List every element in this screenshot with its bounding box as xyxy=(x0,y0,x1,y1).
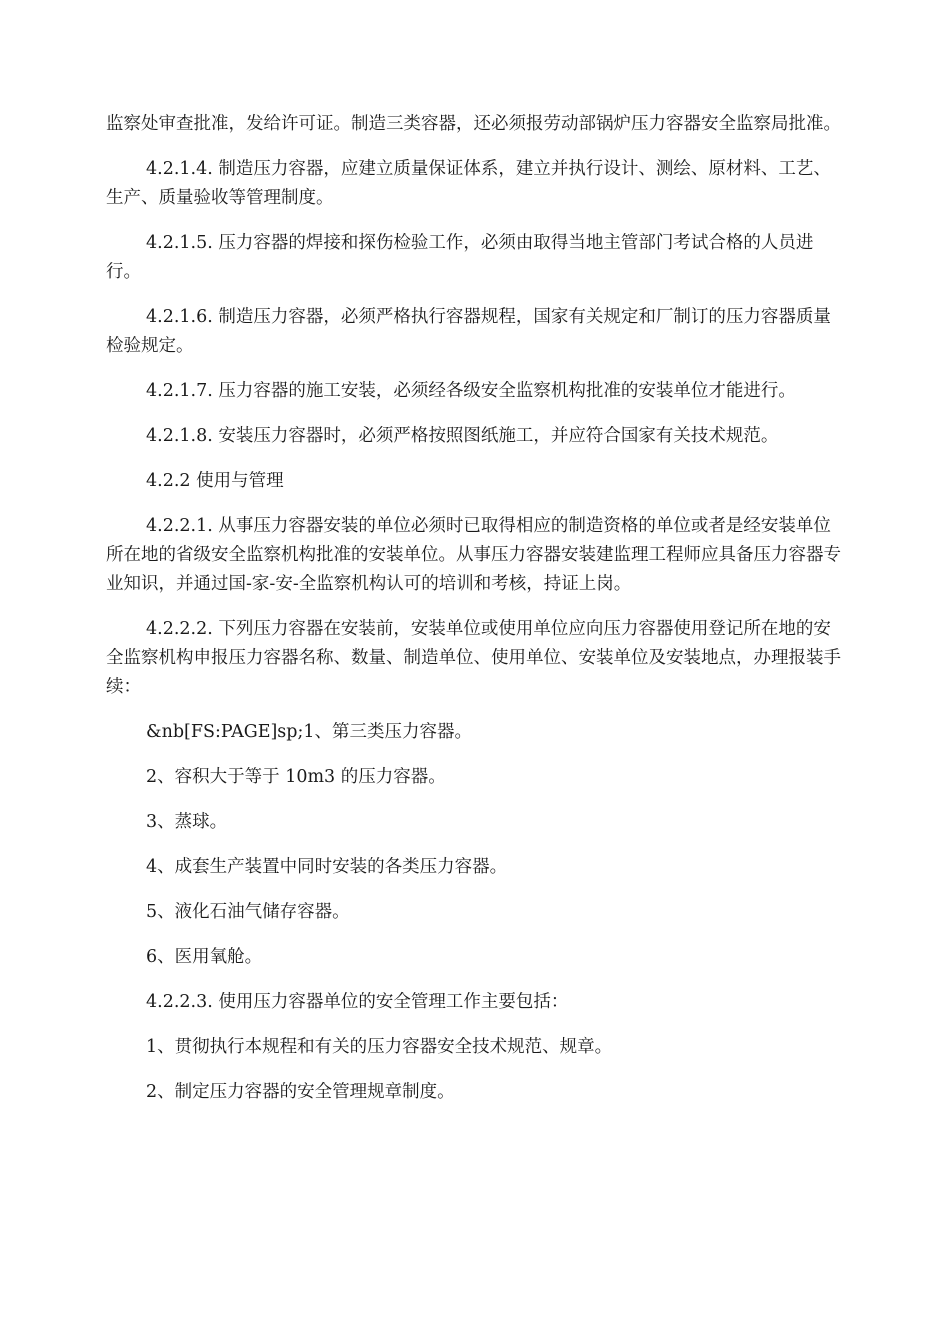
paragraph-4-2-2-2: 4.2.2.2. 下列压力容器在安装前，安装单位或使用单位应向压力容器使用登记所在地的安全监察机构申报压力容器名称、数量、制造单位、使用单位、安装单位及安装地点，办理报装手续： xyxy=(106,619,841,697)
list-item-6: 6、医用氧舱。 xyxy=(146,947,263,967)
section-heading-4-2-2: 4.2.2 使用与管理 xyxy=(146,471,284,491)
paragraph-4-2-1-8: 4.2.1.8. 安装压力容器时，必须严格按照图纸施工，并应符合国家有关技术规范。 xyxy=(146,426,779,446)
list-item-3: 3、蒸球。 xyxy=(146,812,228,832)
duty-item-1: 1、贯彻执行本规程和有关的压力容器安全技术规范、规章。 xyxy=(146,1037,613,1057)
document-page xyxy=(106,110,841,1123)
list-item-1: &nb[FS:PAGE]sp;1、第三类压力容器。 xyxy=(146,722,473,742)
paragraph-1: 监察处审查批准，发给许可证。制造三类容器，还必须报劳动部锅炉压力容器安全监察局批准。 xyxy=(106,114,841,134)
paragraph-4-2-2-1: 4.2.2.1. 从事压力容器安装的单位必须时已取得相应的制造资格的单位或者是经安装单位所在地的省级安全监察机构批准的安装单位。从事压力容器安装建监理工程师应具备压力容器专业知识，并通过国-家-安-全监察机构认可的培训和考核，持证上岗。 xyxy=(106,516,841,594)
paragraph-4-2-1-7: 4.2.1.7. 压力容器的施工安装，必须经各级安全监察机构批准的安装单位才能进行。 xyxy=(146,381,796,401)
paragraph-4-2-1-6: 4.2.1.6. 制造压力容器，必须严格执行容器规程，国家有关规定和厂制订的压力容器质量检验规定。 xyxy=(106,307,831,356)
list-item-2: 2、容积大于等于 10m3 的压力容器。 xyxy=(146,767,446,787)
list-item-4: 4、成套生产装置中同时安装的各类压力容器。 xyxy=(146,857,508,877)
paragraph-4-2-1-5: 4.2.1.5. 压力容器的焊接和探伤检验工作，必须由取得当地主管部门考试合格的人员进行。 xyxy=(106,233,814,282)
list-item-5: 5、液化石油气储存容器。 xyxy=(146,902,350,922)
paragraph-4-2-2-3: 4.2.2.3. 使用压力容器单位的安全管理工作主要包括： xyxy=(146,992,569,1012)
duty-item-2: 2、制定压力容器的安全管理规章制度。 xyxy=(146,1082,455,1102)
paragraph-4-2-1-4: 4.2.1.4. 制造压力容器，应建立质量保证体系，建立并执行设计、测绘、原材料、工艺、生产、质量验收等管理制度。 xyxy=(106,159,831,208)
